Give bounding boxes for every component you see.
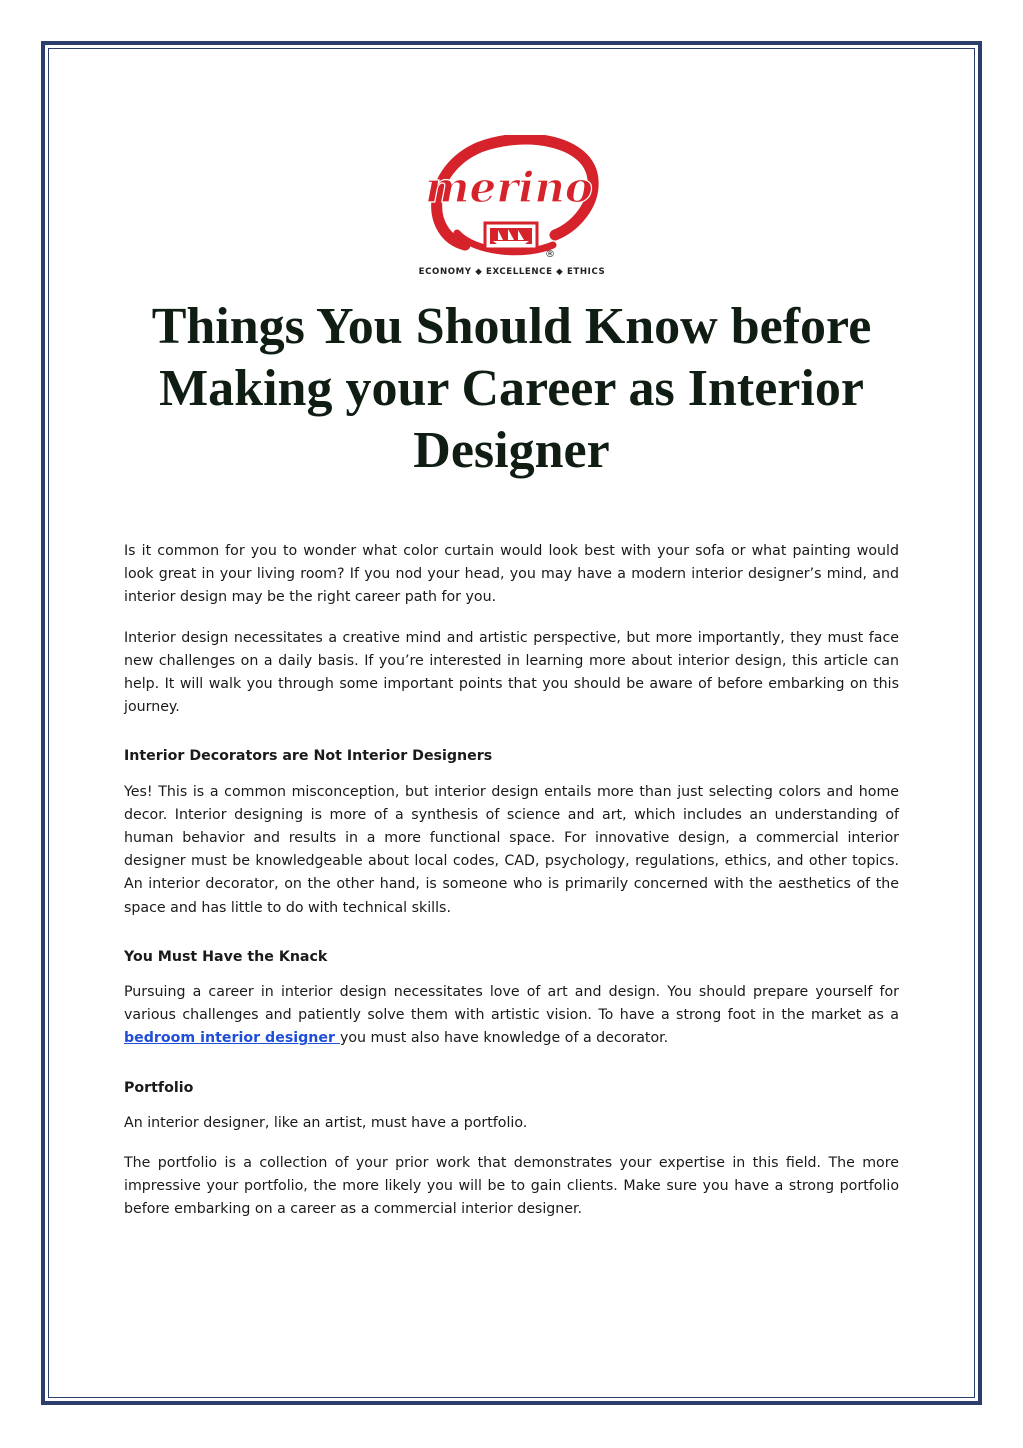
- intro-paragraph-1: Is it common for you to wonder what color curtain would look best with your sofa or what painting would look great in your living room? If you nod your head, you may have a modern interior designer’s mind, and interior design may be the right career path for you.: [124, 543, 899, 606]
- section-heading-portfolio: Portfolio: [124, 1079, 194, 1096]
- bedroom-interior-designer-link[interactable]: bedroom interior designer: [124, 1030, 340, 1047]
- registered-mark: ®: [545, 249, 555, 260]
- section-paragraph-knack: [124, 981, 899, 1051]
- article-body: [124, 540, 899, 1239]
- section-paragraph-portfolio-2: The portfolio is a collection of your prior work that demonstrates your expertise in this field. The more impressive your portfolio, the more likely you will be to gain clients. Make sure you have a strong portfolio before embarking on a career as a commercial interior designer.: [124, 1155, 899, 1218]
- logo-tagline: ECONOMY ◆ EXCELLENCE ◆ ETHICS: [418, 267, 606, 277]
- logo-wordmark: merino: [425, 163, 593, 212]
- section-heading-knack: You Must Have the Knack: [124, 948, 328, 965]
- knack-text-after-link: you must also have knowledge of a decorator.: [339, 1030, 669, 1047]
- merino-logo-emblem: [405, 135, 619, 265]
- merino-logo: [405, 135, 619, 281]
- knack-text-before-link: Pursuing a career in interior design necessitates love of art and design. You should prepare yourself for various challenges and patiently solve them with artistic vision. To have a strong foot in the market as a: [124, 984, 899, 1024]
- intro-paragraph-2: Interior design necessitates a creative mind and artistic perspective, but more importantly, they must face new challenges on a daily basis. If you’re interested in learning more about interior design, this article can help. It will walk you through some important points that you should be aware of before embarking on this journey.: [124, 629, 899, 716]
- section-heading-decorators: Interior Decorators are Not Interior Designers: [124, 748, 493, 765]
- section-paragraph-portfolio-1: An interior designer, like an artist, must have a portfolio.: [124, 1114, 528, 1131]
- page-title: Things You Should Know before Making your Career as Interior Designer: [151, 298, 872, 479]
- section-paragraph-decorators: Yes! This is a common misconception, but interior design entails more than just selecting colors and home decor. Interior designing is more of a synthesis of science and art, which includes an understanding of human behavior and results in a more functional space. For innovative design, a commercial interior designer must be knowledgeable about local codes, CAD, psychology, regulations, ethics, and other topics. An interior decorator, on the other hand, is someone who is primarily concerned with the aesthetics of the space and has little to do with technical skills.: [124, 783, 899, 916]
